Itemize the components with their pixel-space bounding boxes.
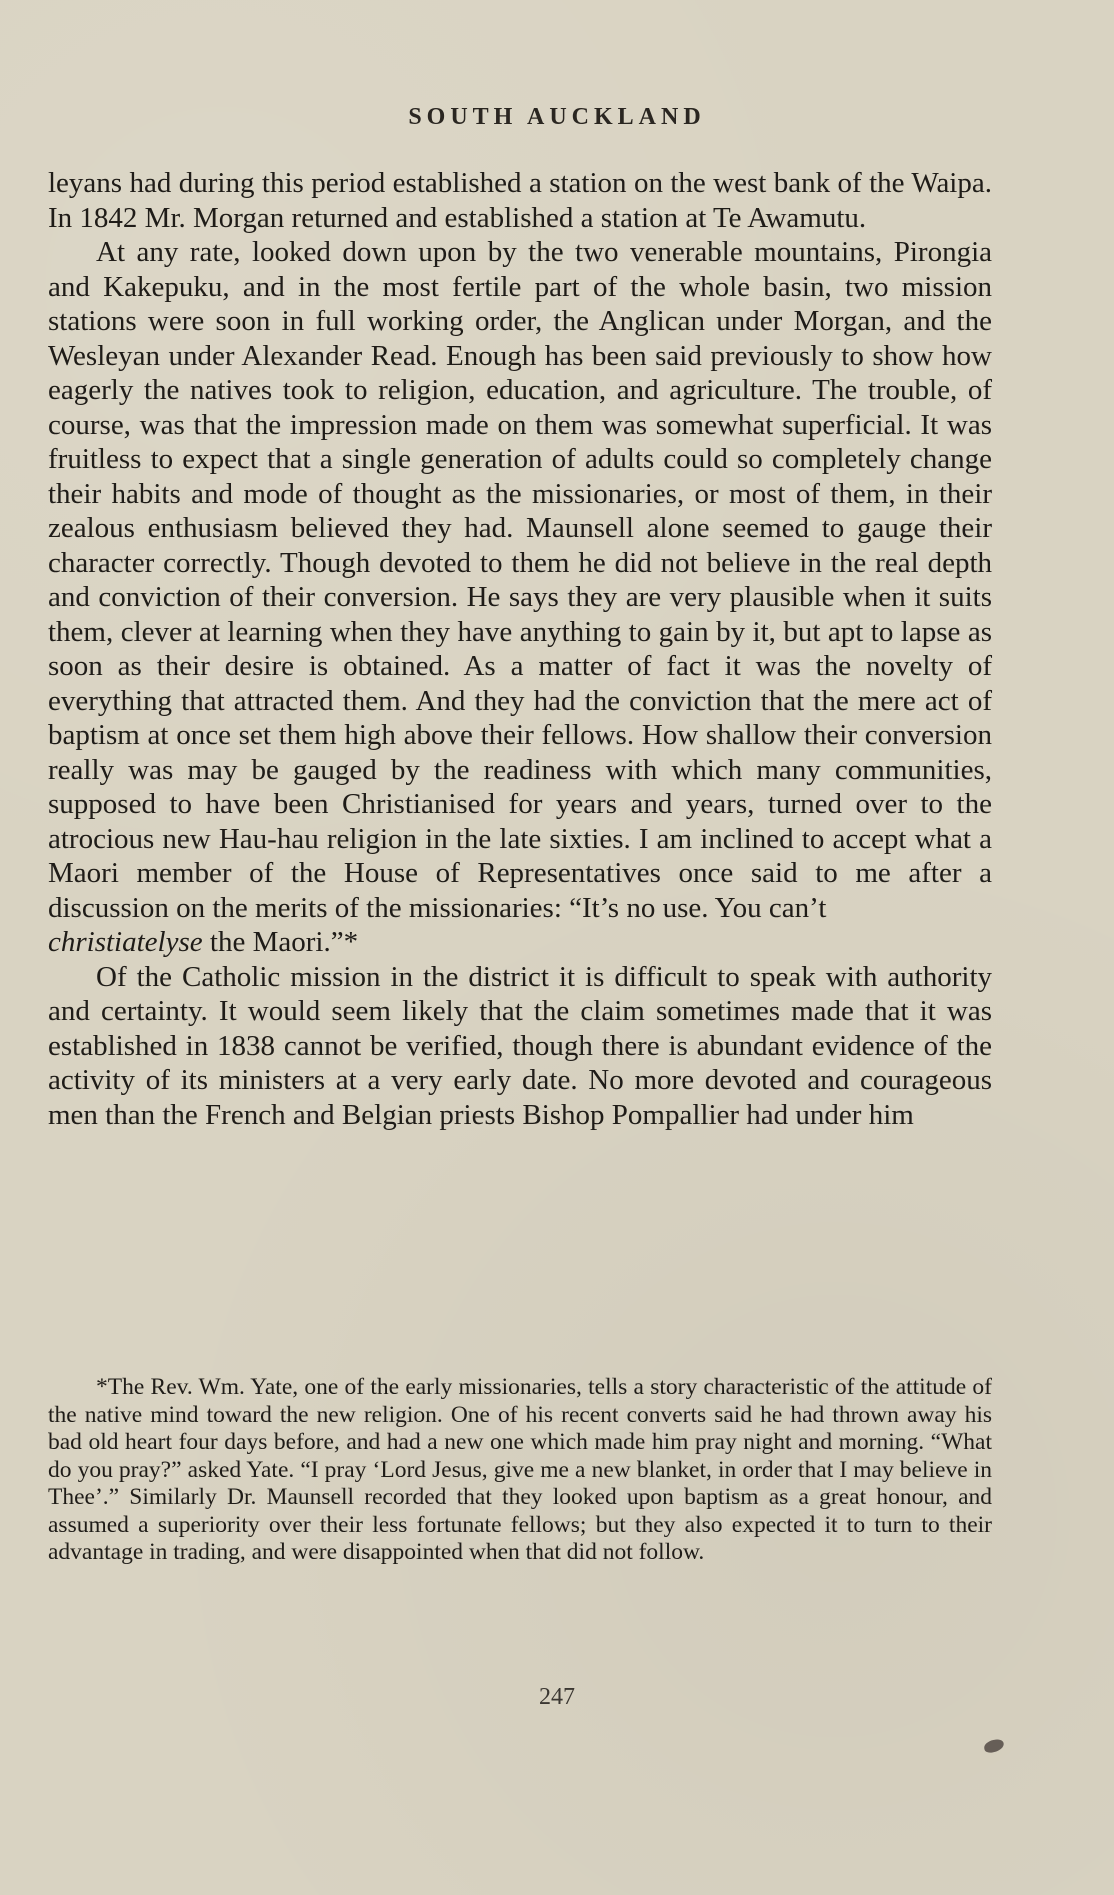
- running-header: SOUTH AUCKLAND: [408, 104, 706, 130]
- footnote-text: *The Rev. Wm. Yate, one of the early missionaries, tells a story characteristic of the attitude of the native mind toward the new religion. One of his recent converts said he had thrown away his bad old heart four days before, and had a new one which made him pray night and morning. “What do you pray?” asked Yate. “I pray ‘Lord Jesus, give me a new blanket, in order that I may believe in Thee’.” Similarly Dr. Maunsell recorded that they looked upon baptism as a great honour, and assumed a superiority over their less fortunate fellows; but they also expected it to turn to their advantage in trading, and were disappointed when that did not follow.: [48, 1374, 992, 1565]
- ink-mark-icon: [983, 1738, 1005, 1754]
- paragraph-2-tail: the Maori.”*: [202, 926, 359, 958]
- footnote: [48, 1374, 992, 1567]
- paragraph-3: Of the Catholic mission in the district it is difficult to speak with authority and certainty. It would seem likely that the claim sometimes made that it was established in 1838 cannot be verified, though there is abundant evidence of the activity of its ministers at a very early date. No more devoted and courageous men than the French and Belgian priests Bishop Pompallier had under him: [48, 960, 992, 1131]
- paragraph-2-italic-word: christiatelyse: [48, 926, 203, 958]
- paragraph-2: [48, 235, 992, 960]
- paragraph-1: leyans had during this period established a station on the west bank of the Waipa. In 1842 Mr. Morgan returned and established a station at Te Awamutu.: [48, 167, 992, 234]
- main-text: [48, 166, 992, 1132]
- paragraph-2-main: At any rate, looked down upon by the two venerable mountains, Pirongia and Kakepuku, and in the most fertile part of the whole basin, two mission stations were soon in full working order, the Anglican under Morgan, and the Wesleyan under Alexander Read. Enough has been said previously to show how eagerly the natives took to religion, education, and agriculture. The trouble, of course, was that the impression made on them was somewhat superficial. It was fruitless to expect that a single generation of adults could so completely change their habits and mode of thought as the missionaries, or most of them, in their zealous enthusiasm believed they had. Maunsell alone seemed to gauge their character correctly. Though devoted to them he did not believe in the real depth and conviction of their conversion. He says they are very plausible when it suits them, clever at learning when they have anything to gain by it, but apt to lapse as soon as their desire is obtained. As a matter of fact it was the novelty of everything that attracted them. And they had the conviction that the mere act of baptism at once set them high above their fellows. How shallow their conversion really was may be gauged by the readiness with which many communities, supposed to have been Christianised for years and years, turned over to the atrocious new Hau-hau religion in the late sixties. I am inclined to accept what a Maori member of the House of Representatives once said to me after a discussion on the merits of the missionaries: “It’s no use. You can’t: [48, 236, 992, 924]
- page-number: 247: [539, 1684, 575, 1710]
